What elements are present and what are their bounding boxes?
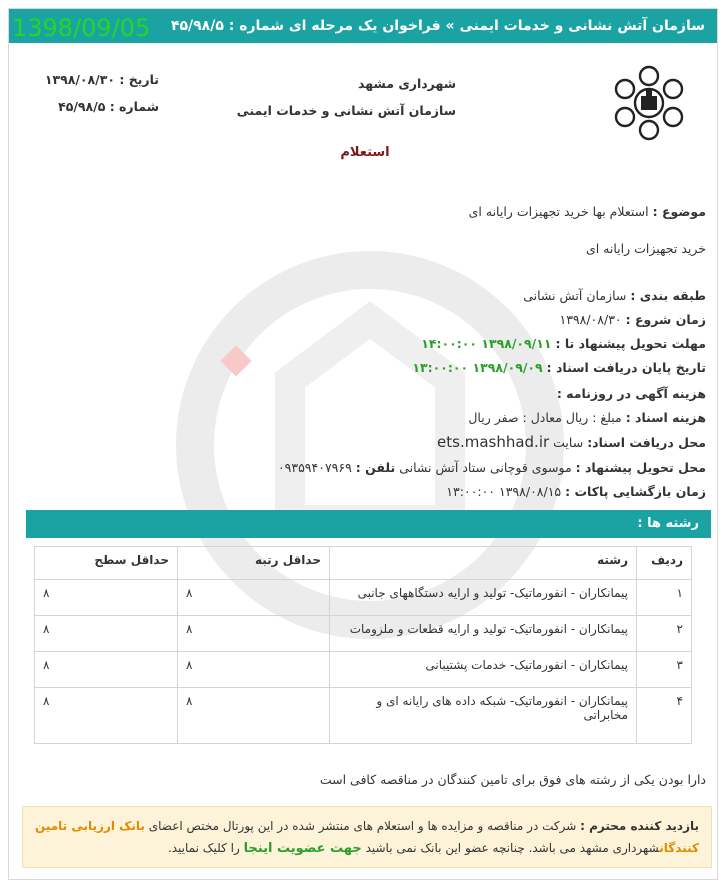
- ad-cost-field: هزینه آگهی در روزنامه :: [556, 386, 706, 401]
- cell-field: پیمانکاران - انفورماتیک- شبکه داده های رایانه ای و مخابراتی: [330, 688, 637, 744]
- cell-rank: ۸: [178, 688, 330, 744]
- cell-rank: ۸: [178, 580, 330, 616]
- opening-field: زمان بازگشایی پاکات : ۱۳۹۸/۰۸/۱۵ ۱۳:۰۰:۰۰: [446, 484, 706, 499]
- col-header-rank: حداقل رتبه: [178, 547, 330, 580]
- notice-lead: بازدید کننده محترم :: [580, 819, 699, 833]
- cell-rank: ۸: [178, 652, 330, 688]
- description-text: خرید تجهیزات رایانه ای: [585, 241, 706, 256]
- table-row: [35, 688, 692, 744]
- doc-place-field: محل دریافت اسناد: سایت ets.mashhad.ir: [437, 433, 706, 451]
- cell-field: پیمانکاران - انفورماتیک- خدمات پشتیبانی: [330, 652, 637, 688]
- municipality-logo-icon: [608, 62, 690, 144]
- cell-level: ۸: [35, 616, 178, 652]
- table-row: [35, 580, 692, 616]
- date-stamp: 1398/09/05: [12, 14, 151, 42]
- category-field: طبقه بندی : سازمان آتش نشانی: [523, 288, 706, 303]
- col-header-index: ردیف: [637, 547, 692, 580]
- cell-index: ۳: [637, 652, 692, 688]
- table-header-row: [35, 547, 692, 580]
- eligibility-note: دارا بودن یکی از رشته های فوق برای تامین کنندگان در مناقصه کافی است: [319, 772, 706, 787]
- table-row: [35, 616, 692, 652]
- doc-end-field: تاریخ پایان دریافت اسناد : ۱۳۹۸/۰۹/۰۹ ۱۳:۰۰:۰۰: [412, 360, 706, 375]
- org-line-2: سازمان آتش نشانی و خدمات ایمنی: [236, 103, 456, 118]
- doc-cost-field: هزینه اسناد : مبلغ : ریال معادل : صفر ریال: [468, 410, 706, 425]
- cell-field: پیمانکاران - انفورماتیک- تولید و ارایه دستگاههای جانبی: [330, 580, 637, 616]
- cell-field: پیمانکاران - انفورماتیک- تولید و ارایه قطعات و ملزومات: [330, 616, 637, 652]
- deadline-field: مهلت تحویل پیشنهاد تا : ۱۳۹۸/۰۹/۱۱ ۱۴:۰۰:۰۰: [421, 336, 706, 351]
- membership-notice: بازدید کننده محترم : شرکت در مناقصه و مزایده ها و استعلام های منتشر شده در این پورتال مختص اعضای بانک ارزیابی تامین کنندگانشهرداری مشهد می باشد. چنانچه عضو این بانک نمی باشید جهت عضویت اینجا را کلیک نمایید.: [22, 806, 712, 868]
- delivery-field: محل تحویل پیشنهاد : موسوی قوچانی ستاد آتش نشانی تلفن : ۰۹۳۵۹۴۰۷۹۶۹: [277, 460, 706, 475]
- cell-level: ۸: [35, 688, 178, 744]
- organization-block: [230, 70, 456, 124]
- supplier-bank-link[interactable]: بانک ارزیابی تامین کنندگان: [35, 819, 699, 855]
- subject-field: موضوع : استعلام بها خرید تجهیزات رایانه ای: [468, 204, 706, 219]
- table-row: [35, 652, 692, 688]
- meta-number: شماره : ۴۵/۹۸/۵: [58, 99, 159, 114]
- meta-date: تاریخ : ۱۳۹۸/۰۸/۳۰: [44, 72, 159, 87]
- col-header-field: رشته: [330, 547, 637, 580]
- col-header-level: حداقل سطح: [35, 547, 178, 580]
- section-title: رشته ها :: [637, 516, 699, 531]
- fields-section-bar: [26, 510, 711, 538]
- cell-rank: ۸: [178, 616, 330, 652]
- header-title: سازمان آتش نشانی و خدمات ایمنی » فراخوان یک مرحله ای شماره : ۴۵/۹۸/۵: [170, 18, 705, 34]
- cell-index: ۴: [637, 688, 692, 744]
- cell-level: ۸: [35, 652, 178, 688]
- document-meta: [24, 66, 159, 120]
- start-time-field: زمان شروع : ۱۳۹۸/۰۸/۳۰: [559, 312, 706, 327]
- page-heading: استعلام: [340, 145, 390, 160]
- site-link[interactable]: ets.mashhad.ir: [437, 433, 550, 451]
- cell-index: ۲: [637, 616, 692, 652]
- cell-index: ۱: [637, 580, 692, 616]
- membership-link[interactable]: جهت عضویت اینجا: [243, 841, 362, 856]
- cell-level: ۸: [35, 580, 178, 616]
- fields-table: [34, 546, 692, 744]
- org-line-1: شهرداری مشهد: [358, 76, 456, 91]
